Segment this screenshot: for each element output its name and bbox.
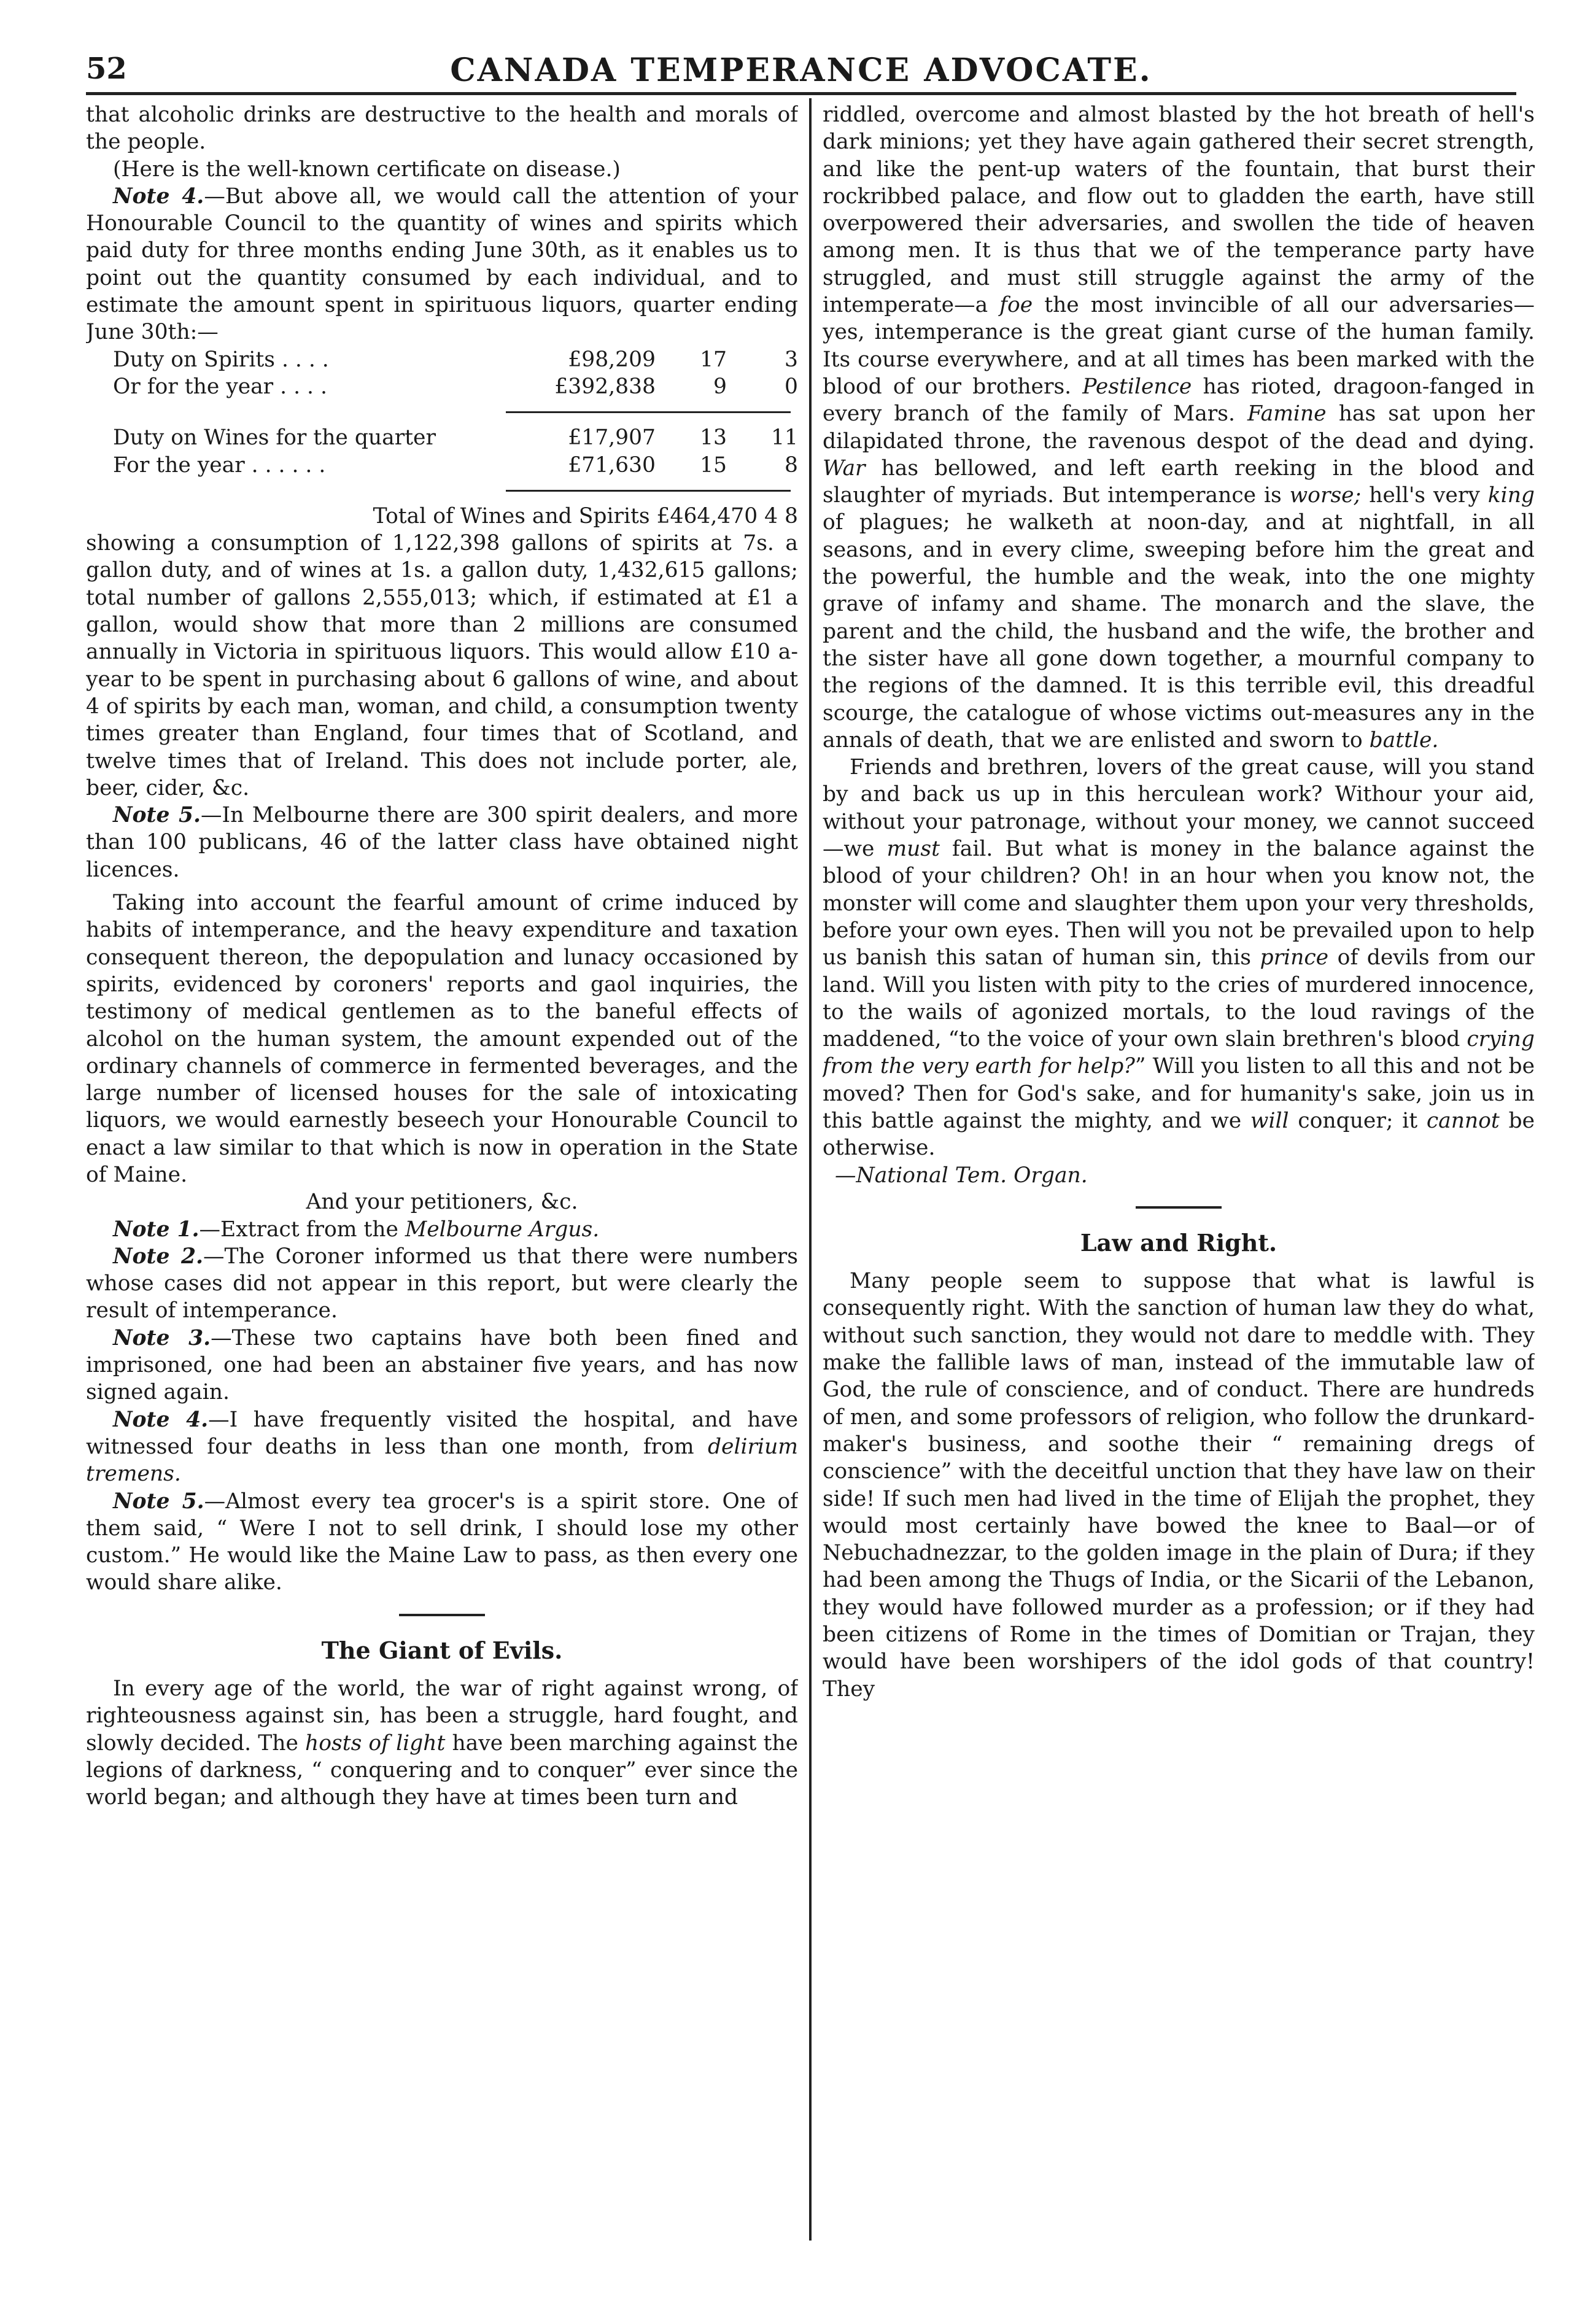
note-label: Note 1. — [113, 1217, 200, 1242]
paragraph: Many people seem to suppose that what is lawful is consequently right. With the sanction of human law they do what, without such sanction, they would not dare to meddle with. They make the fallible laws of man, instead of the immutable law of God, the rule of conscience, and of conduct. There are hundreds of men, and some professors of religion, who follow the drunkard-maker's business, and soothe their “ remaining dregs of conscience” with the deceitful unction that they have law on their side! If such men had lived in the time of Elijah the prophet, they would most certainly have bowed the knee to Baal—or of Nebuchadnezzar, to the golden image in the plain of Dura; if they had been among the Thugs of India, or the Sicarii of the Lebanon, they would have followed murder as a profession; or if they had been citizens of Rome in the times of Domitian or Trajan, they would have been worshipers of the idol gods of that country! They — [823, 1269, 1535, 1702]
text-run: has sat upon her dilapidated throne, the ravenous despot of the dead and dying. — [823, 401, 1535, 454]
duty-item: Duty on Spirits . . . . — [113, 347, 329, 372]
duty-pounds: £392,838 — [554, 374, 656, 399]
table-row — [86, 452, 798, 479]
table-row — [86, 373, 798, 400]
text-italic: foe — [999, 293, 1033, 318]
text-run: Friends and brethren, lovers of the great cause, will you stand by and back us up in this herculean work? Withour your aid, without your patronage, without your money, we cannot succeed—we — [823, 755, 1535, 862]
note-text: —But above all, we would call the attention of your Honourable Council to the quantity of wines and spirits which paid duty for three months ending June 30th, as it enables us to point out the quantity consumed by each individual, and to estimate the amount spent in spirituous liquors, quarter ending June 30th:— — [86, 184, 798, 345]
duty-pence: 11 — [771, 425, 798, 451]
note-italic: Melbourne Argus. — [405, 1217, 600, 1242]
text-run: have been marching against the legions of darkness, “ conquering and to conquer” ever since the world began; and although they have at times been turn and — [86, 1730, 798, 1810]
note-label: Note 3. — [113, 1325, 211, 1350]
column-rule — [809, 98, 812, 2241]
text-italic: Pestilence — [1082, 374, 1192, 399]
sum-rule — [506, 411, 791, 413]
note-4 — [86, 183, 798, 346]
paragraph — [823, 754, 1535, 1161]
table-row — [86, 346, 798, 373]
duty-item: For the year . . . . . . — [113, 452, 326, 478]
duty-pence: 0 — [785, 374, 798, 399]
duty-shillings: 15 — [700, 452, 727, 478]
text-italic: king — [1487, 483, 1535, 508]
duty-pounds: £98,209 — [568, 347, 656, 372]
note-text: —I have frequently visited the hospital, and have witnessed four deaths in less than one month, from — [86, 1407, 798, 1459]
note-4b — [86, 1406, 798, 1488]
right-column — [823, 101, 1535, 2225]
duty-shillings: 9 — [713, 374, 727, 399]
duty-pounds: £17,907 — [568, 425, 656, 451]
text-run: fail. But what is money in the balance against the blood of your children? Oh! in an hour when you know not, the monster will come and slaughter them upon your very thresholds, before your own eyes. Then will you not be prevailed upon to help us banish this satan of human sin, this — [823, 837, 1535, 970]
note-text: —In Melbourne there are 300 spirit dealers, and more than 100 publicans, 46 of the latter class have obtained night licences. — [86, 803, 798, 882]
note-3 — [86, 1325, 798, 1406]
text-run: has rioted, dragoon-fanged in every branch of the family of Mars. — [823, 374, 1535, 427]
paragraph: Taking into account the fearful amount of crime induced by habits of intemperance, and the heavy expenditure and taxation consequent thereon, the depopulation and lunacy occasioned by spirits, evidenced by coroners' reports and gaol inquiries, the testimony of medical gentlemen as to the baneful effects of alcohol on the human system, the amount expended out of the ordinary channels of commerce in fermented beverages, and the large number of licensed houses for the sale of intoxicating liquors, we would earnestly beseech your Honourable Council to enact a law similar to that which is now in operation in the State of Maine. — [86, 891, 798, 1187]
text-italic: Famine — [1247, 401, 1327, 427]
note-5b — [86, 1488, 798, 1597]
note-2 — [86, 1243, 798, 1325]
note-label: Note 2. — [113, 1244, 203, 1269]
total-line: Total of Wines and Spirits £464,470 4 8 — [373, 503, 798, 529]
duty-table-wines — [86, 424, 798, 479]
note-label: Note 4. — [113, 1407, 209, 1432]
text-run: of devils from our land. Will you listen with pity to the cries of murdered innocence, to the wails of agonized mortals, to the loud ravings of the maddened, “to the voice of your own slain brethren's blood — [823, 945, 1535, 1052]
paragraph: (Here is the well-known certificate on disease.) — [113, 157, 621, 182]
duty-item: Or for the year . . . . — [113, 374, 327, 399]
note-1 — [86, 1216, 798, 1243]
text-run: hell's very — [1361, 483, 1488, 508]
text-run: of plagues; he walketh at noon-day, and at nightfall, in all seasons, and in every clime, sweeping before him the great and the powerful, the humble and the weak, into the one mighty grave of infamy and shame. The monarch and the slave, the parent and the child, the husband and the wife, the brother and the sister have all gone down together, a mournful company to the regions of the damned. It is this terrible evil, this dreadful scourge, the catalogue of whose victims out-measures any in the annals of death, that we are enlisted and sworn to — [823, 510, 1535, 753]
paragraph: showing a consumption of 1,122,398 gallons of spirits at 7s. a gallon duty, and of wines at 1s. a gallon duty, 1,432,615 gallons; total number of gallons 2,555,013; which, if estimated at £1 a gallon, would show that more than 2 millions are consumed annually in Victoria in spirituous liquors. This would allow £10 a-year to be spent in purchasing about 6 gallons of wine, and about 4 of spirits by each man, woman, and child, a consumption twenty times greater than England, four times that of Scotland, and twelve times that of Ireland. This does not include porter, ale, beer, cider, &c. — [86, 531, 798, 800]
paragraph — [86, 1675, 798, 1811]
text-run: the most invincible of all our adversaries—yes, intemperance is the great giant curse of the human family. Its course everywhere, and at all times has been marked with the blood of our brothers. — [823, 293, 1535, 399]
duty-shillings: 17 — [700, 347, 727, 372]
page-number: 52 — [86, 52, 127, 86]
article-heading-giant: The Giant of Evils. — [321, 1636, 563, 1664]
duty-shillings: 13 — [700, 425, 727, 451]
text-run: be otherwise. — [823, 1108, 1535, 1161]
paragraph — [823, 101, 1535, 754]
text-italic: will — [1250, 1108, 1289, 1133]
text-run: In every age of the world, the war of right against wrong, of righteousness against sin, has been a struggle, hard fought, and slowly decided. The — [86, 1676, 798, 1756]
text-run: riddled, overcome and almost blasted by the hot breath of hell's dark minions; yet they have again gathered their secret strength, and like the pent-up waters of the fountain, that burst their rockribbed palace, and flow out to gladden the earth, have still overpowered their adversaries, and swollen the tide of heaven among men. It is thus that we of the temperance party have struggled, and must still struggle against the army of the intemperate—a — [823, 103, 1535, 318]
text-italic: cannot — [1426, 1108, 1500, 1133]
note-5-melbourne — [86, 802, 798, 883]
note-label: Note 5. — [113, 803, 201, 828]
running-title: CANADA TEMPERANCE ADVOCATE. — [450, 52, 1152, 89]
page-header — [86, 47, 1516, 96]
text-italic: worse; — [1289, 483, 1362, 508]
text-run: conquer; it — [1289, 1108, 1427, 1133]
text-italic: must — [886, 837, 940, 862]
article-source: —National Tem. Organ. — [835, 1163, 1088, 1188]
paragraph: that alcoholic drinks are destructive to the health and morals of the people. — [86, 103, 798, 155]
sum-rule — [506, 490, 791, 492]
duty-pence: 8 — [785, 452, 798, 478]
note-label: Note 4. — [113, 184, 204, 209]
note-italic: delirium tremens. — [86, 1434, 798, 1487]
note-text: —These two captains have both been fined and imprisoned, one had been an abstainer five years, and has now signed again. — [86, 1325, 798, 1405]
duty-pounds: £71,630 — [568, 452, 656, 478]
section-rule — [399, 1614, 485, 1616]
table-row — [86, 424, 798, 451]
text-italic: prince — [1260, 945, 1329, 970]
text-italic: battle. — [1369, 727, 1439, 753]
text-run: ” Will you listen to all this and not be moved? Then for God's sake, and for humanity's sake, join us in this battle against the mighty, and we — [823, 1054, 1535, 1133]
note-label: Note 5. — [113, 1489, 204, 1514]
note-text: —Extract from the — [199, 1217, 405, 1242]
note-text: —Almost every tea grocer's is a spirit store. One of them said, “ Were I not to sell drink, I should lose my other custom.” He would like the Maine Law to pass, as then every one would share alike. — [86, 1489, 798, 1595]
text-italic: crying from the very earth for help? — [823, 1027, 1535, 1079]
article-heading-law: Law and Right. — [1080, 1228, 1277, 1257]
text-italic: War — [823, 455, 866, 481]
duty-pence: 3 — [785, 347, 798, 372]
left-column — [86, 101, 798, 2225]
petitioners-line: And your petitioners, &c. — [306, 1190, 578, 1215]
duty-item: Duty on Wines for the quarter — [113, 425, 436, 451]
duty-table — [86, 346, 798, 401]
note-text: —The Coroner informed us that there were numbers whose cases did not appear in this report, but were clearly the result of intemperance. — [86, 1244, 798, 1323]
text-italic: hosts of light — [305, 1730, 446, 1756]
header-rule — [86, 92, 1516, 95]
text-run: has bellowed, and left earth reeking in the blood and slaughter of myriads. But intemperance is — [823, 455, 1535, 508]
section-rule — [1136, 1206, 1222, 1209]
